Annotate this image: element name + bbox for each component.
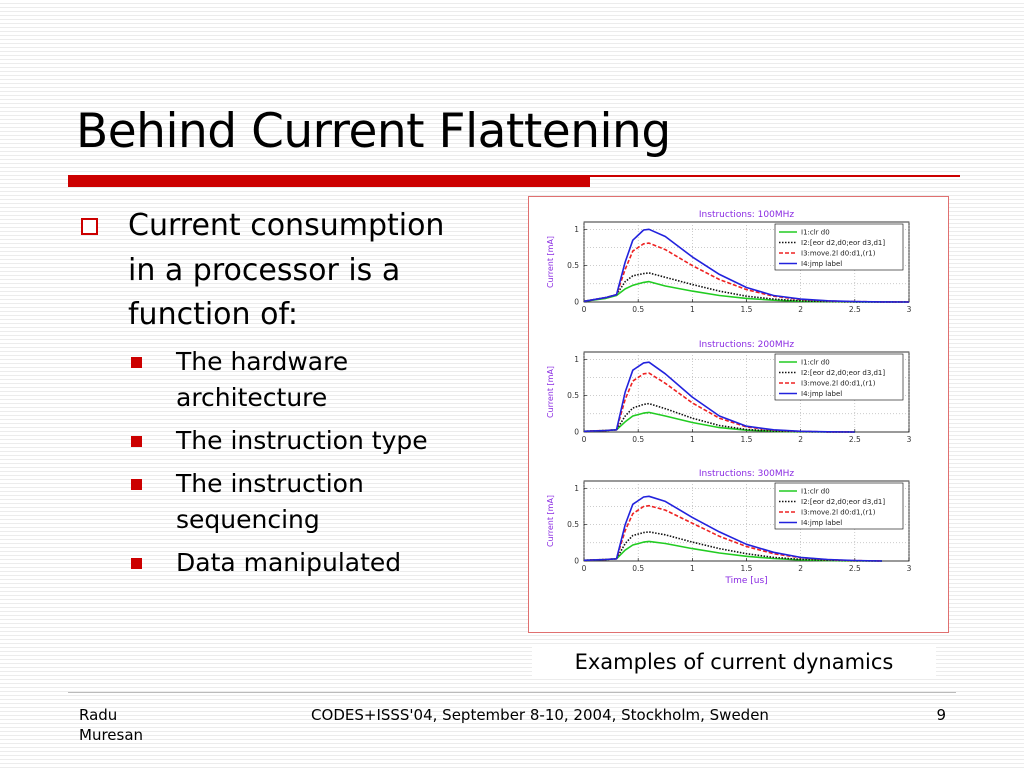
footer-author-first: Radu	[79, 706, 118, 724]
legend-label: I3:move.2l d0:d1,(r1)	[801, 249, 876, 258]
bullet-list	[78, 204, 508, 588]
x-tick-label: 0.5	[632, 435, 645, 444]
y-tick-label: 1	[574, 354, 579, 364]
legend-label: I2:[eor d2,d0;eor d3,d1]	[801, 239, 886, 247]
x-tick-label: 1.5	[740, 305, 753, 314]
x-tick-label: 2.5	[848, 305, 861, 314]
filled-square-bullet-icon	[131, 436, 142, 447]
bullet-text: Current consumption in a processor is a function of:	[128, 208, 445, 332]
y-axis-label: Current [mA]	[546, 494, 555, 548]
y-tick-label: 0	[574, 427, 579, 437]
chart-title: Instructions: 100MHz	[698, 210, 795, 220]
y-tick-label: 0.5	[567, 391, 579, 401]
filled-square-bullet-icon	[131, 479, 142, 490]
sub-bullet-item	[78, 545, 508, 581]
x-tick-label: 0.5	[632, 564, 645, 573]
y-axis-label: Current [mA]	[546, 365, 555, 419]
figure-caption: Examples of current dynamics	[532, 645, 936, 679]
title-underline-thin	[590, 175, 960, 177]
current-dynamics-figure	[528, 196, 949, 633]
y-axis-label: Current [mA]	[546, 235, 555, 289]
x-tick-label: 2	[798, 564, 804, 573]
sub-bullet-text: The instruction sequencing	[176, 468, 364, 534]
legend-label: I1:clr d0	[801, 487, 830, 496]
hollow-square-bullet-icon	[81, 218, 98, 235]
legend-label: I2:[eor d2,d0;eor d3,d1]	[801, 369, 886, 377]
y-tick-label: 0	[574, 556, 579, 566]
y-tick-label: 1	[574, 224, 579, 234]
legend-label: I1:clr d0	[801, 228, 830, 237]
sub-bullet-text: Data manipulated	[176, 547, 402, 577]
filled-square-bullet-icon	[131, 357, 142, 368]
x-tick-label: 3	[906, 564, 912, 573]
legend-label: I4:jmp label	[801, 390, 843, 398]
x-tick-label: 2	[798, 305, 804, 314]
footer-conference: CODES+ISSS'04, September 8-10, 2004, Stockholm, Sweden	[311, 706, 769, 724]
x-tick-label: 2	[798, 435, 804, 444]
sub-bullet-item	[78, 423, 508, 459]
x-tick-label: 1.5	[740, 435, 753, 444]
legend-label: I4:jmp label	[801, 519, 843, 527]
slide-title: Behind Current Flattening	[76, 104, 671, 159]
y-tick-label: 0.5	[567, 261, 579, 271]
legend-label: I4:jmp label	[801, 260, 843, 268]
filled-square-bullet-icon	[131, 558, 142, 569]
x-tick-label: 0	[581, 305, 587, 314]
current-dynamics-charts	[529, 197, 948, 632]
x-tick-label: 1	[689, 305, 695, 314]
bullet-item	[78, 204, 508, 338]
title-underline-thick	[68, 175, 590, 187]
y-tick-label: 1	[574, 483, 579, 493]
chart-title: Instructions: 300MHz	[698, 469, 795, 479]
sub-bullet-text: The instruction type	[176, 425, 428, 455]
sub-bullet-item	[78, 466, 508, 538]
legend-label: I1:clr d0	[801, 358, 830, 367]
footer-author	[79, 705, 179, 745]
x-tick-label: 1	[689, 564, 695, 573]
x-axis-label: Time [us]	[725, 576, 768, 586]
sub-bullet-item	[78, 344, 508, 416]
sub-bullet-text: The hardware architecture	[176, 346, 349, 412]
x-tick-label: 2.5	[848, 435, 861, 444]
legend-label: I2:[eor d2,d0;eor d3,d1]	[801, 498, 886, 506]
x-tick-label: 1.5	[740, 564, 753, 573]
legend-label: I3:move.2l d0:d1,(r1)	[801, 508, 876, 517]
x-tick-label: 3	[906, 305, 912, 314]
x-tick-label: 0	[581, 435, 587, 444]
x-tick-label: 2.5	[848, 564, 861, 573]
x-tick-label: 0	[581, 564, 587, 573]
chart-title: Instructions: 200MHz	[698, 340, 795, 350]
y-tick-label: 0.5	[567, 520, 579, 530]
footer-divider	[68, 692, 956, 693]
x-tick-label: 0.5	[632, 305, 645, 314]
y-tick-label: 0	[574, 297, 579, 307]
footer-author-last: Muresan	[79, 726, 144, 744]
legend-label: I3:move.2l d0:d1,(r1)	[801, 379, 876, 388]
x-tick-label: 1	[689, 435, 695, 444]
page-number: 9	[936, 706, 946, 724]
sub-bullet-list	[78, 344, 508, 581]
x-tick-label: 3	[906, 435, 912, 444]
